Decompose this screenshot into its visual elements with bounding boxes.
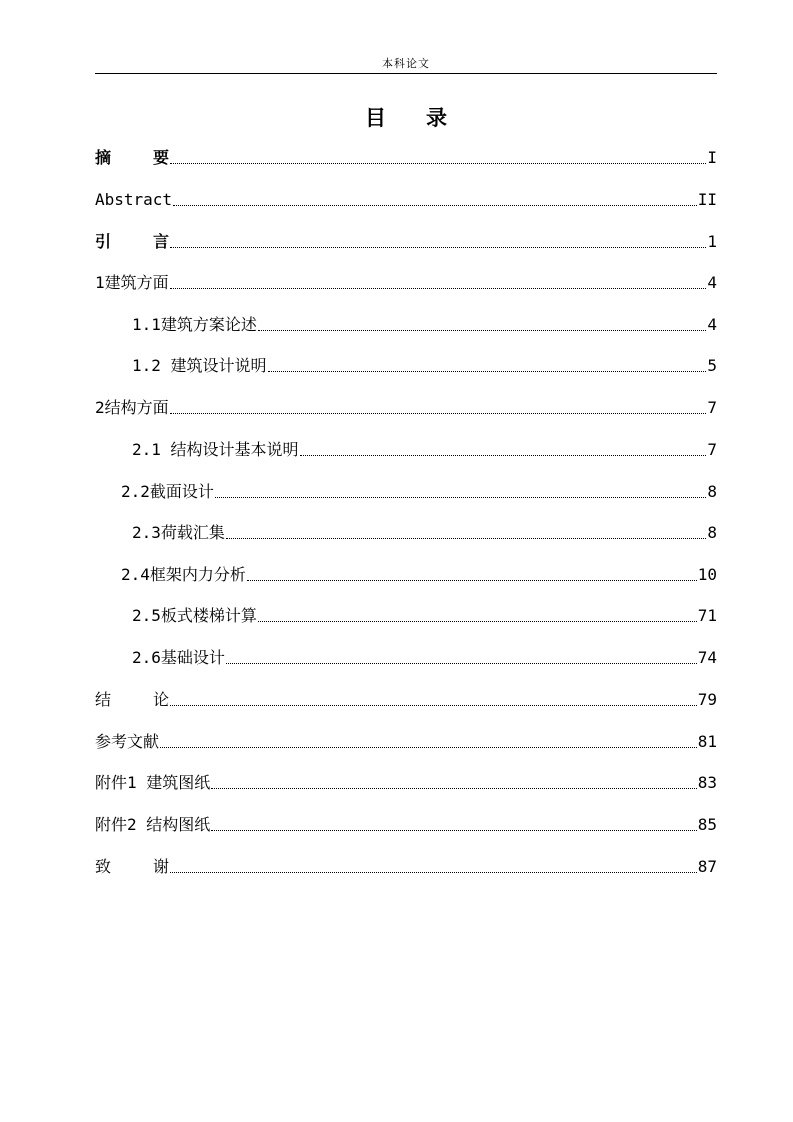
toc-entry-2-6[interactable] bbox=[132, 646, 717, 670]
toc-entry-label: 2.4框架内力分析 bbox=[121, 565, 246, 584]
toc-leader bbox=[170, 288, 707, 289]
toc-entry-acknowledgements[interactable] bbox=[95, 855, 717, 879]
toc-title bbox=[95, 102, 717, 132]
toc-leader bbox=[170, 247, 706, 248]
toc-entry-page: 81 bbox=[697, 732, 717, 751]
toc-entry-label: 2结构方面 bbox=[95, 398, 169, 417]
toc-leader bbox=[170, 872, 697, 873]
toc-entry-page: 1 bbox=[707, 232, 717, 251]
page-header: 本科论文 bbox=[382, 57, 430, 70]
toc-entry-conclusion[interactable] bbox=[95, 688, 717, 712]
toc-entry-abstract-en[interactable] bbox=[95, 188, 717, 212]
toc-entry-page: 74 bbox=[697, 648, 717, 667]
toc-entry-appendix-2[interactable] bbox=[95, 813, 717, 837]
toc-entry-2-3[interactable] bbox=[132, 521, 717, 545]
toc-entry-page: 87 bbox=[697, 857, 717, 876]
toc-entry-page: I bbox=[707, 148, 717, 167]
toc-entry-page: 10 bbox=[697, 565, 717, 584]
toc-entry-label: Abstract bbox=[95, 190, 173, 209]
toc-entry-abstract-cn[interactable] bbox=[95, 146, 717, 170]
toc-title-part2: 录 bbox=[426, 106, 447, 130]
toc-entry-label: 2.5板式楼梯计算 bbox=[132, 606, 257, 625]
toc-entry-1-1[interactable] bbox=[132, 313, 717, 337]
toc-entry-label: 1建筑方面 bbox=[95, 273, 169, 292]
toc-entry-1[interactable] bbox=[95, 271, 717, 295]
toc-entry-label: 2.6基础设计 bbox=[132, 648, 225, 667]
toc-entry-label: 1.1建筑方案论述 bbox=[132, 315, 257, 334]
toc-leader bbox=[211, 830, 696, 831]
toc-entry-page: 5 bbox=[707, 356, 717, 375]
toc-leader bbox=[300, 455, 707, 456]
toc-entry-2-5[interactable] bbox=[132, 604, 717, 628]
toc-leader bbox=[170, 705, 697, 706]
toc-leader bbox=[211, 788, 696, 789]
toc-entry-page: 4 bbox=[707, 273, 717, 292]
toc-leader bbox=[226, 538, 706, 539]
toc-leader bbox=[170, 163, 706, 164]
toc-entry-page: 79 bbox=[697, 690, 717, 709]
toc-entry-page: 4 bbox=[707, 315, 717, 334]
toc-entry-2-4[interactable] bbox=[121, 563, 717, 587]
toc-entry-label: 摘 要 bbox=[95, 148, 170, 167]
toc-entry-label: 致 谢 bbox=[95, 857, 170, 876]
toc-entry-label: 1.2 建筑设计说明 bbox=[132, 356, 267, 375]
toc-entry-page: 8 bbox=[707, 482, 717, 501]
toc-entry-appendix-1[interactable] bbox=[95, 771, 717, 795]
toc-entry-label: 2.2截面设计 bbox=[121, 482, 214, 501]
toc-entry-2-2[interactable] bbox=[121, 480, 717, 504]
toc-leader bbox=[258, 621, 697, 622]
toc-entry-label: 附件2 结构图纸 bbox=[95, 815, 211, 834]
toc-entry-label: 2.3荷载汇集 bbox=[132, 523, 225, 542]
toc-entry-references[interactable] bbox=[95, 730, 717, 754]
toc-leader bbox=[215, 497, 706, 498]
toc-entry-1-2[interactable] bbox=[132, 354, 717, 378]
toc-entry-page: 83 bbox=[697, 773, 717, 792]
toc-leader bbox=[226, 663, 697, 664]
toc-entry-page: 7 bbox=[707, 398, 717, 417]
toc-title-part1: 目 bbox=[365, 106, 386, 130]
toc-leader bbox=[160, 747, 697, 748]
header-rule bbox=[95, 73, 717, 74]
toc-leader bbox=[268, 371, 707, 372]
toc-entry-label: 结 论 bbox=[95, 690, 170, 709]
toc-entry-page: 7 bbox=[707, 440, 717, 459]
toc-entry-label: 引 言 bbox=[95, 232, 170, 251]
toc-entry-label: 2.1 结构设计基本说明 bbox=[132, 440, 299, 459]
toc-entry-label: 参考文献 bbox=[95, 732, 160, 751]
toc-leader bbox=[173, 205, 697, 206]
toc-leader bbox=[170, 413, 707, 414]
toc-entry-page: II bbox=[697, 190, 717, 209]
toc-leader bbox=[247, 580, 697, 581]
toc-entry-introduction[interactable] bbox=[95, 230, 717, 254]
toc-entry-page: 8 bbox=[707, 523, 717, 542]
toc-leader bbox=[258, 330, 706, 331]
toc-entry-page: 85 bbox=[697, 815, 717, 834]
toc-entry-label: 附件1 建筑图纸 bbox=[95, 773, 211, 792]
toc-entry-2[interactable] bbox=[95, 396, 717, 420]
toc-entry-page: 71 bbox=[697, 606, 717, 625]
toc-entry-2-1[interactable] bbox=[132, 438, 717, 462]
